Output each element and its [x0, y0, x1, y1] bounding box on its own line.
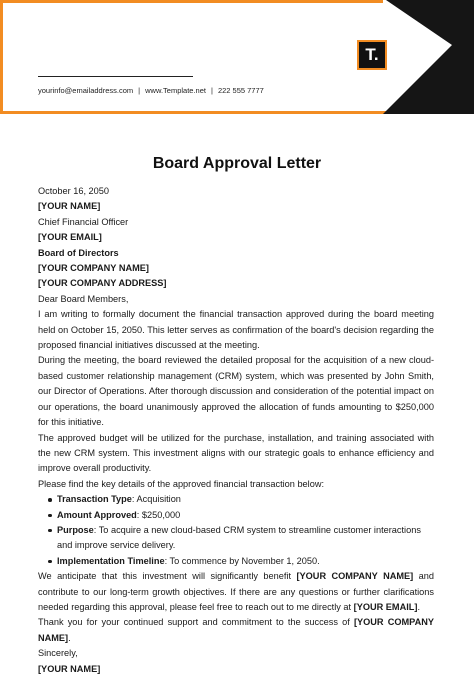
salutation: Dear Board Members, — [38, 293, 129, 304]
closing: Sincerely, — [38, 648, 78, 659]
detail-value: : To acquire a new cloud-based CRM system to streamline customer interactions and improve service delivery. — [57, 524, 421, 551]
para5-text-b: . — [68, 632, 71, 643]
details-intro: Please find the key details of the approved financial transaction below: — [38, 478, 325, 489]
dark-corner-shape — [383, 0, 474, 114]
letter-title: Board Approval Letter — [152, 155, 322, 172]
sender-name: [YOUR NAME] — [38, 201, 101, 212]
recipient: Board of Directors — [38, 247, 119, 258]
sender-title: Chief Financial Officer — [38, 216, 129, 227]
para4-email: [YOUR EMAIL] — [353, 601, 418, 612]
paragraph-5 — [38, 615, 434, 646]
para4-company: [YOUR COMPANY NAME] — [296, 571, 414, 582]
sender-email: [YOUR EMAIL] — [38, 232, 102, 243]
letter-date: October 16, 2050 — [38, 186, 109, 196]
contact-separator: | — [138, 86, 141, 95]
list-item — [48, 492, 434, 507]
contact-info — [38, 86, 264, 95]
detail-label: Amount Approved — [57, 509, 137, 520]
contact-divider — [38, 76, 193, 77]
para4-text-b: and contribute to our long-term growth objectives. If there are any questions or further clarifications needed regarding this approval, please feel free to reach out to me directly at — [38, 571, 435, 612]
contact-separator: | — [210, 86, 213, 95]
paragraph-1: I am writing to formally document the financial transaction approved during the board meeting held on October 15, 2050. This letter serves as confirmation of the board's decision regarding the proposed financial initiatives discussed at the meeting. — [38, 309, 434, 351]
detail-value: : To commence by November 1, 2050. — [164, 555, 320, 566]
orange-frame — [0, 0, 383, 114]
list-item — [48, 508, 434, 523]
paragraph-4 — [38, 569, 434, 615]
list-item — [48, 554, 434, 569]
para5-text-a: Thank you for your continued support and commitment to the success of — [38, 617, 354, 628]
paragraph-2: During the meeting, the board reviewed the detailed proposal for the acquisition of a new cloud-based customer relationship management (CRM) system, which was presented by John Smith, our Director of Operations. After thorough discussion and consideration of the potential impact on our operations, the board unanimously approved the allocation of funds amounting to $250,000 for this initiative. — [38, 355, 434, 428]
letterhead — [0, 0, 474, 116]
details-list — [38, 492, 434, 569]
company-address: [YOUR COMPANY ADDRESS] — [38, 278, 167, 289]
signature-name: [YOUR NAME] — [38, 663, 101, 674]
detail-label: Purpose — [57, 524, 94, 535]
para5-company: [YOUR COMPANY NAME] — [38, 617, 434, 643]
letterhead-graphic — [0, 0, 474, 116]
para4-text-c: . — [417, 601, 420, 612]
paragraph-3: The approved budget will be utilized for the purchase, installation, and training associated with the new CRM system. This investment aligns with our strategic goals to enhance efficiency and improve overall productivity. — [38, 432, 434, 474]
company-logo: T. — [357, 40, 387, 70]
letter-body — [38, 184, 434, 677]
para4-text-a: We anticipate that this investment will significantly benefit — [38, 571, 297, 582]
list-item — [48, 523, 434, 554]
contact-email: yourinfo@emailaddress.com — [38, 86, 134, 95]
company-name: [YOUR COMPANY NAME] — [38, 263, 149, 274]
detail-label: Implementation Timeline — [57, 555, 165, 566]
detail-label: Transaction Type — [57, 494, 132, 505]
contact-phone: 222 555 7777 — [217, 86, 264, 95]
contact-website: www.Template.net — [145, 86, 206, 95]
detail-value: : Acquisition — [131, 494, 181, 505]
detail-value: : $250,000 — [136, 509, 181, 520]
